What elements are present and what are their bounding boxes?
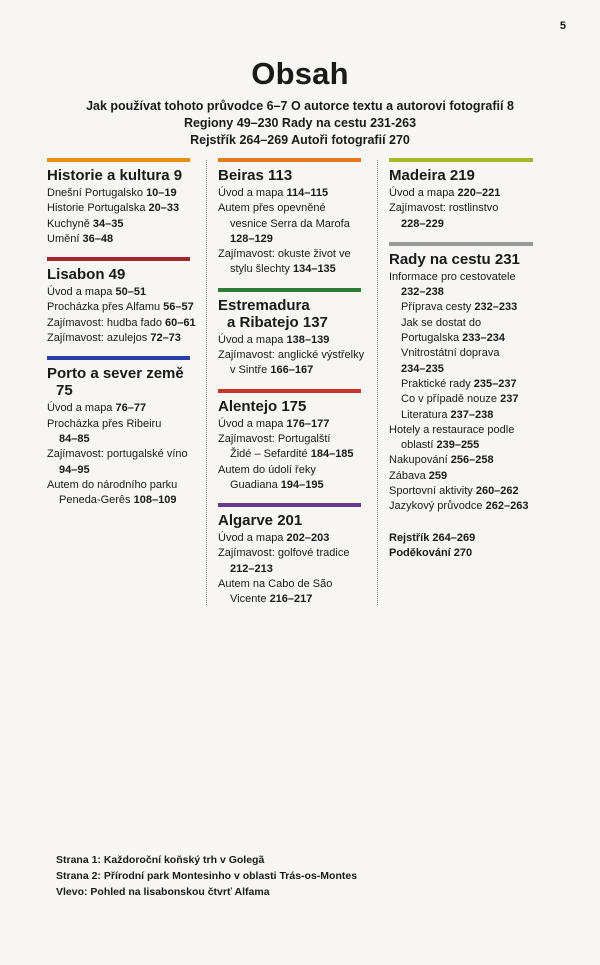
intro-line: Jak používat tohoto průvodce 6–7 O autorce textu a autorovi fotografií 8 — [86, 99, 514, 113]
toc-entry: Úvod a mapa 138–139 — [218, 333, 330, 346]
toc-column-1 — [47, 158, 197, 518]
toc-entry: Autem přes opevněné — [218, 202, 326, 215]
toc-entry-page: 234–235 — [401, 362, 444, 375]
toc-entry-page: 228–229 — [401, 217, 444, 230]
section-color-bar — [218, 288, 361, 292]
caption-line: Strana 1: Každoroční koňský trh v Golegã — [56, 854, 265, 866]
toc-entry: Vicente 216–217 — [230, 593, 313, 606]
section-color-bar — [218, 389, 361, 393]
toc-entry-page: 94–95 — [59, 463, 90, 476]
section-color-bar — [47, 158, 190, 162]
section-heading: Alentejo 175 — [218, 397, 307, 415]
section-color-bar — [47, 257, 190, 261]
toc-column-2 — [218, 158, 368, 618]
toc-entry: Dnešní Portugalsko 10–19 — [47, 187, 177, 199]
toc-entry: Umění 36–48 — [47, 232, 114, 245]
section-color-bar — [218, 158, 361, 162]
section-beiras — [218, 158, 368, 278]
toc-entry: Zajímavost: rostlinstvo — [389, 202, 499, 215]
toc-entry: Praktické rady 235–237 — [401, 377, 517, 390]
toc-entry: Literatura 237–238 — [401, 408, 494, 421]
toc-entry: Historie Portugalska 20–33 — [47, 202, 180, 215]
section-heading: Algarve 201 — [218, 512, 303, 530]
intro-line: Regiony 49–230 Rady na cestu 231-263 — [183, 116, 417, 130]
toc-entry: Autem do údolí řeky — [218, 463, 316, 476]
toc-entry: Zajímavost: hudba fado 60–61 — [47, 316, 196, 329]
column-divider — [377, 160, 378, 605]
toc-entry: Nakupování 256–258 — [389, 454, 494, 467]
toc-entry-page: 232–238 — [401, 286, 444, 299]
section-heading: Beiras 113 — [218, 167, 293, 184]
section-estremadura — [218, 288, 368, 379]
section-madeira — [389, 158, 537, 232]
section-color-bar — [218, 503, 361, 507]
toc-entry: Jak se dostat do — [401, 316, 482, 329]
toc-entry: stylu šlechty 134–135 — [230, 263, 336, 276]
toc-acknowledgements: Poděkování 270 — [389, 547, 473, 560]
toc-entry: Autem na Cabo de São — [218, 578, 333, 591]
toc-column-3 — [389, 158, 537, 562]
toc-entry: Úvod a mapa 114–115 — [218, 187, 329, 199]
toc-index: Rejstřík 264–269 — [389, 531, 476, 544]
toc-entry: Úvod a mapa 220–221 — [389, 187, 501, 199]
section-color-bar — [47, 356, 190, 360]
toc-entry: Úvod a mapa 50–51 — [47, 286, 147, 299]
toc-entry-page: 128–129 — [230, 232, 273, 245]
toc-entry: Sportovní aktivity 260–262 — [389, 485, 519, 498]
section-algarve — [218, 503, 368, 607]
photo-captions — [56, 852, 357, 900]
section-color-bar — [389, 242, 533, 246]
toc-entry: Zajímavost: anglické výstřelky — [218, 349, 365, 362]
column-divider — [206, 160, 207, 605]
intro-links — [0, 98, 600, 149]
toc-entry-page: 84–85 — [59, 432, 90, 445]
toc-entry: Autem do národního parku — [47, 478, 178, 491]
toc-entry: Jazykový průvodce 262–263 — [389, 500, 529, 513]
toc-entry: Židé – Sefardité 184–185 — [230, 448, 354, 461]
toc-entry: Informace pro cestovatele — [389, 270, 516, 283]
section-heading: Rady na cestu 231 — [389, 250, 520, 268]
page-title: Obsah — [251, 56, 349, 91]
section-color-bar — [389, 158, 533, 162]
section-heading: Historie a kultura 9 — [47, 167, 183, 184]
section-heading: Porto a sever země 75 — [47, 365, 184, 400]
intro-line: Rejstřík 264–269 Autoři fotografií 270 — [190, 133, 410, 147]
section-heading: Estremadura a Ribatejo 137 — [218, 296, 328, 331]
page-number: 5 — [559, 20, 566, 32]
toc-entry: oblastí 239–255 — [401, 439, 480, 452]
toc-entry: Zajímavost: portugalské víno — [47, 448, 188, 461]
toc-entry: Zajímavost: okuste život ve — [218, 248, 351, 261]
toc-entry: Procházka přes Ribeiru — [47, 417, 162, 430]
toc-entry-page: 212–213 — [230, 562, 273, 575]
toc-entry: Hotely a restaurace podle — [389, 423, 515, 436]
toc-entry: Portugalska 233–234 — [401, 332, 505, 345]
toc-entry: Zajímavost: Portugalští — [218, 432, 331, 445]
toc-entry: Úvod a mapa 176–177 — [218, 417, 330, 430]
section-heading: Lisabon 49 — [47, 266, 126, 284]
toc-entry: Příprava cesty 232–233 — [401, 301, 518, 314]
section-historie — [47, 158, 197, 247]
caption-line: Vlevo: Pohled na lisabonskou čtvrť Alfama — [56, 886, 270, 898]
toc-entry: Zábava 259 — [389, 469, 448, 482]
toc-entry: vesnice Serra da Marofa — [230, 217, 350, 230]
toc-entry: Úvod a mapa 76–77 — [47, 402, 147, 415]
section-heading: Madeira 219 — [389, 167, 475, 184]
toc-entry: v Sintře 166–167 — [230, 364, 314, 377]
toc-entry: Procházka přes Alfamu 56–57 — [47, 301, 194, 314]
toc-entry: Peneda-Gerês 108–109 — [59, 494, 177, 507]
section-lisabon — [47, 257, 197, 346]
section-rady — [389, 242, 537, 515]
toc-entry: Vnitrostátní doprava — [401, 347, 500, 360]
toc-entry: Zajímavost: golfové tradice — [218, 547, 350, 560]
toc-entry: Úvod a mapa 202–203 — [218, 532, 330, 545]
toc-entry: Zajímavost: azulejos 72–73 — [47, 332, 181, 345]
toc-entry: Kuchyně 34–35 — [47, 217, 124, 230]
caption-line: Strana 2: Přírodní park Montesinho v oblasti Trás-os-Montes — [56, 870, 358, 882]
section-porto — [47, 356, 197, 508]
toc-entry: Guadiana 194–195 — [230, 478, 324, 491]
section-alentejo — [218, 389, 368, 493]
toc-entry: Co v případě nouze 237 — [401, 393, 519, 406]
